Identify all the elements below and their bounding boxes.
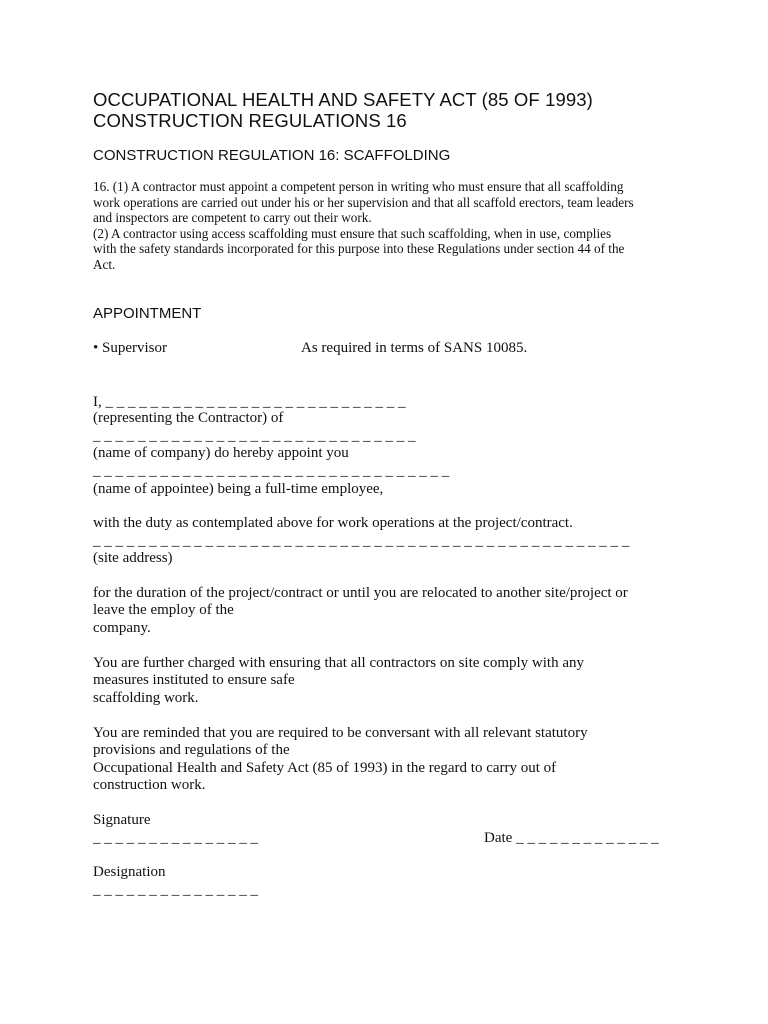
designation-blank: _ _ _ _ _ _ _ _ _ _ _ _ _ _ _ (93, 882, 258, 898)
duration-line: company. (93, 620, 151, 636)
site-address-blank: _ _ _ _ _ _ _ _ _ _ _ _ _ _ _ _ _ _ _ _ _ _ _ _ _ _ _ _ _ _ _ _ _ _ _ _ _ _ _ _ _ _ _ _ _ _ _ _ (93, 533, 630, 549)
document-subtitle: CONSTRUCTION REGULATION 16: SCAFFOLDING (93, 147, 451, 164)
signature-blank: _ _ _ _ _ _ _ _ _ _ _ _ _ _ _ (93, 830, 258, 846)
company-label: (name of company) do hereby appoint you (93, 445, 349, 461)
charged-line: scaffolding work. (93, 690, 199, 706)
regulation-line: work operations are carried out under his or her supervision and that all scaffold erectors, team leaders (93, 195, 634, 210)
supervisor-bullet-value: As required in terms of SANS 10085. (301, 340, 528, 356)
appointee-name-blank: _ _ _ _ _ _ _ _ _ _ _ _ _ _ _ _ _ _ _ _ _ _ _ _ _ _ _ _ _ _ _ _ (93, 463, 450, 479)
reminded-line: You are reminded that you are required to be conversant with all relevant statutory (93, 725, 588, 741)
duration-line: leave the employ of the (93, 602, 234, 618)
document-title-line-1: OCCUPATIONAL HEALTH AND SAFETY ACT (85 OF 1993) (93, 89, 593, 110)
reminded-line: Occupational Health and Safety Act (85 of 1993) in the regard to carry out of (93, 760, 557, 776)
appointee-label: (name of appointee) being a full-time employee, (93, 481, 384, 497)
designation-label: Designation (93, 864, 166, 880)
charged-line: You are further charged with ensuring that all contractors on site comply with any (93, 655, 584, 671)
site-address-label: (site address) (93, 550, 173, 566)
regulation-line: with the safety standards incorporated for this purpose into these Regulations under section 44 of the (93, 241, 625, 256)
regulation-line: 16. (1) A contractor must appoint a competent person in writing who must ensure that all scaffolding (93, 179, 624, 194)
duration-line: for the duration of the project/contract or until you are relocated to another site/project or (93, 585, 628, 601)
regulation-line: (2) A contractor using access scaffolding must ensure that such scaffolding, when in use, complies (93, 226, 612, 241)
appointer-name-line: I, _ _ _ _ _ _ _ _ _ _ _ _ _ _ _ _ _ _ _ _ _ _ _ _ _ _ _ (93, 394, 406, 410)
regulation-line: and inspectors are competent to carry out their work. (93, 210, 372, 225)
document-title-line-2: CONSTRUCTION REGULATIONS 16 (93, 110, 407, 131)
company-name-blank: _ _ _ _ _ _ _ _ _ _ _ _ _ _ _ _ _ _ _ _ _ _ _ _ _ _ _ _ _ (93, 428, 416, 444)
supervisor-bullet-label: • Supervisor (93, 340, 167, 356)
charged-line: measures instituted to ensure safe (93, 672, 295, 688)
reminded-line: provisions and regulations of the (93, 742, 290, 758)
date-field: Date _ _ _ _ _ _ _ _ _ _ _ _ _ (484, 830, 659, 846)
contractor-label: (representing the Contractor) of (93, 410, 284, 426)
reminded-line: construction work. (93, 777, 206, 793)
appointment-heading: APPOINTMENT (93, 305, 202, 322)
duty-statement: with the duty as contemplated above for work operations at the project/contract. (93, 515, 573, 531)
signature-label: Signature (93, 812, 151, 828)
regulation-line: Act. (93, 257, 116, 272)
